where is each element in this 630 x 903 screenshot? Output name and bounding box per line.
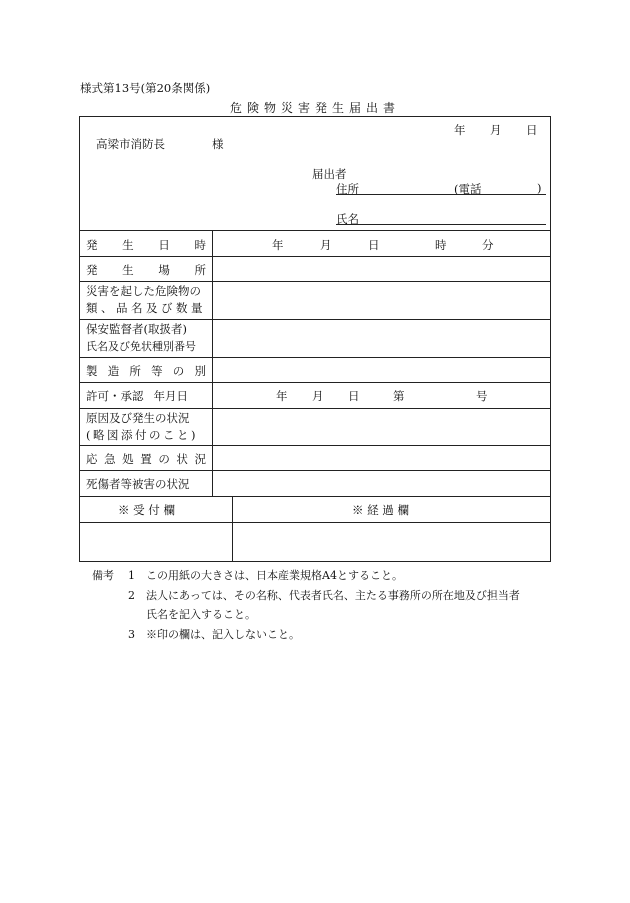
row-label-hazardous-material: 災害を起した危険物の 類、品名及び数量	[86, 284, 206, 315]
label-column-divider	[212, 230, 213, 496]
permit-dai: 第	[393, 389, 405, 403]
row-divider	[80, 256, 550, 257]
row-label-occurrence-time: 発 生 日 時	[86, 238, 206, 252]
row-divider	[80, 382, 550, 383]
permit-day: 日	[348, 389, 360, 403]
row-label-permit-date: 許可・承認 年月日	[86, 389, 188, 403]
name-label: 氏名	[336, 212, 359, 226]
row-divider	[80, 496, 550, 497]
row-label-emergency-measures: 応 急 処 置 の 状 況	[86, 452, 206, 466]
occurrence-day: 日	[368, 238, 380, 252]
row-divider	[80, 470, 550, 471]
row-divider	[80, 357, 550, 358]
notes-heading: 備考	[92, 569, 114, 582]
date-month-label: 月	[490, 123, 502, 137]
permit-month: 月	[312, 389, 324, 403]
form-number: 様式第13号(第20条関係)	[80, 81, 211, 95]
notifier-label: 届出者	[312, 167, 347, 181]
address-underline	[336, 194, 546, 195]
addressee: 高梁市消防長	[96, 137, 165, 151]
date-year-label: 年	[454, 123, 466, 137]
form-table	[79, 116, 551, 562]
row-label-occurrence-place: 発 生 場 所	[86, 263, 206, 277]
occurrence-hour: 時	[435, 238, 447, 252]
row-divider	[80, 408, 550, 409]
permit-year: 年	[276, 389, 288, 403]
note-item: 備考 1 この用紙の大きさは、日本産業規格A4とすること。	[92, 566, 520, 586]
phone-open: (電話	[454, 182, 482, 196]
bottom-column-divider	[232, 496, 233, 562]
occurrence-year: 年	[272, 238, 284, 252]
permit-go: 号	[476, 389, 488, 403]
note-item: 2 法人にあっては、その名称、代表者氏名、主たる事務所の所在地及び担当者	[128, 588, 520, 602]
row-divider	[80, 445, 550, 446]
row-label-casualties: 死傷者等被害の状況	[86, 477, 190, 491]
note-item: 3 ※印の欄は、記入しないこと。	[128, 627, 300, 641]
reception-label: ※ 受 付 欄	[118, 503, 175, 517]
name-underline	[336, 224, 546, 225]
phone-close: )	[537, 181, 542, 195]
row-label-safety-supervisor: 保安監督者(取扱者) 氏名及び免状種別番号	[86, 322, 196, 353]
notes	[92, 566, 520, 644]
row-divider	[80, 281, 550, 282]
date-day-label: 日	[526, 123, 538, 137]
form-title: 危険物災害発生届出書	[229, 101, 400, 115]
progress-label: ※ 経 過 欄	[352, 503, 409, 517]
occurrence-minute: 分	[482, 238, 494, 252]
row-divider	[80, 522, 550, 523]
honorific: 様	[212, 137, 224, 151]
row-label-facility-type: 製 造 所 等 の 別	[86, 364, 206, 378]
row-divider	[80, 319, 550, 320]
row-divider	[80, 230, 550, 231]
address-label: 住所	[336, 182, 359, 196]
occurrence-month: 月	[320, 238, 332, 252]
row-label-cause-situation: 原因及び発生の状況 (略図添付のこと)	[86, 411, 198, 442]
note-continuation: 氏名を記入すること。	[146, 608, 256, 621]
